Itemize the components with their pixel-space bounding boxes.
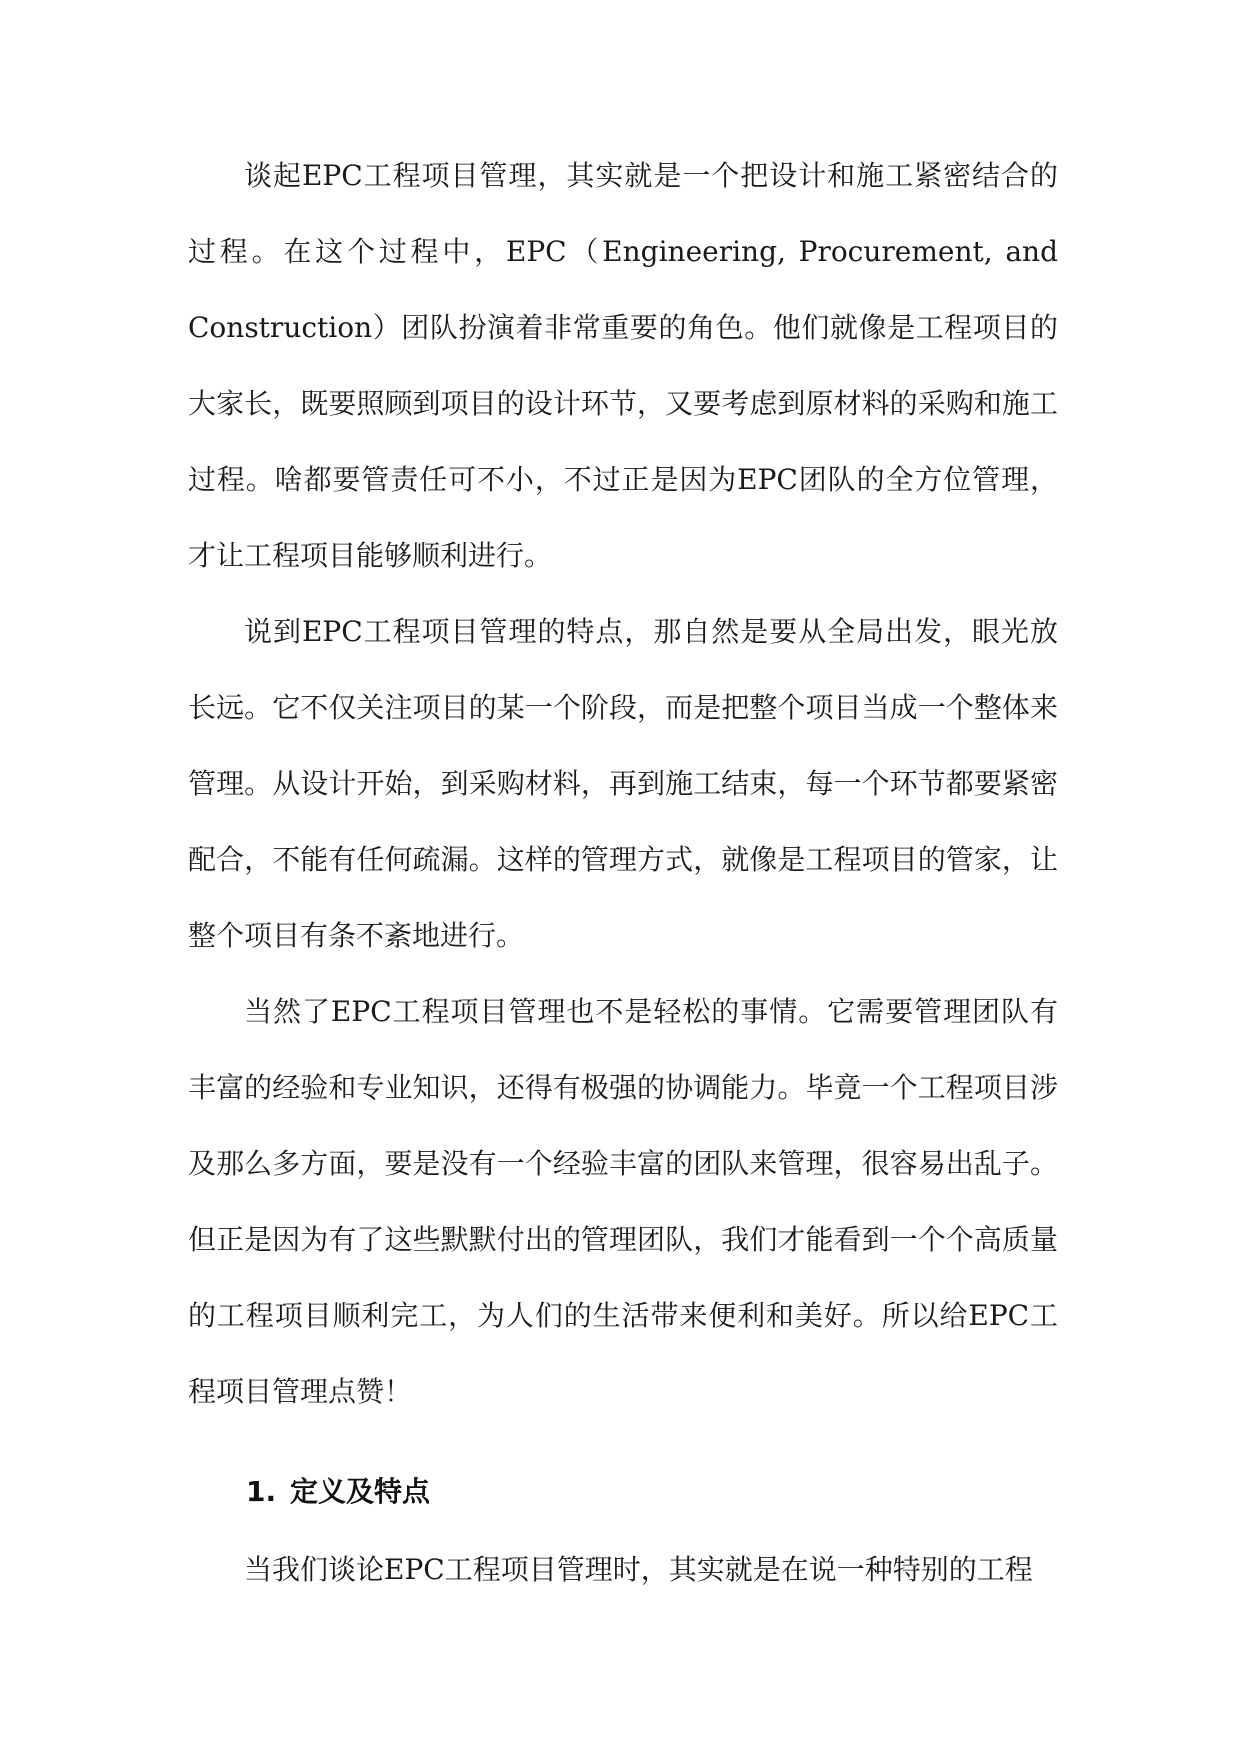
section-heading [188,1452,1058,1532]
paragraph-3: 当然了EPC工程项目管理也不是轻松的事情。它需要管理团队有丰富的经验和专业知识，还得有极强的协调能力。毕竟一个工程项目涉及那么多方面，要是没有一个经验丰富的团队来管理，很容易出乱子。但正是因为有了这些默默付出的管理团队，我们才能看到一个个高质量的工程项目顺利完工，为人们的生活带来便利和美好。所以给EPC工程项目管理点赞！ [188,995,1058,1408]
section-title: 定义及特点 [290,1475,431,1508]
document-body [188,138,1058,1608]
paragraph-1: 谈起EPC工程项目管理，其实就是一个把设计和施工紧密结合的过程。在这个过程中，EPC（Engineering, Procurement, and Construction）团队扮演着非常重要的角色。他们就像是工程项目的大家长，既要照顾到项目的设计环节，又要考虑到原材料的采购和施工过程。啥都要管责任可不小，不过正是因为EPC团队的全方位管理，才让工程项目能够顺利进行。 [188,159,1058,572]
section-number: 1. [246,1475,277,1508]
section-paragraph: 当我们谈论EPC工程项目管理时，其实就是在说一种特别的工程 [244,1553,1033,1586]
paragraph-2: 说到EPC工程项目管理的特点，那自然是要从全局出发，眼光放长远。它不仅关注项目的某一个阶段，而是把整个项目当成一个整体来管理。从设计开始，到采购材料，再到施工结束，每一个环节都要紧密配合，不能有任何疏漏。这样的管理方式，就像是工程项目的管家，让整个项目有条不紊地进行。 [188,615,1058,952]
